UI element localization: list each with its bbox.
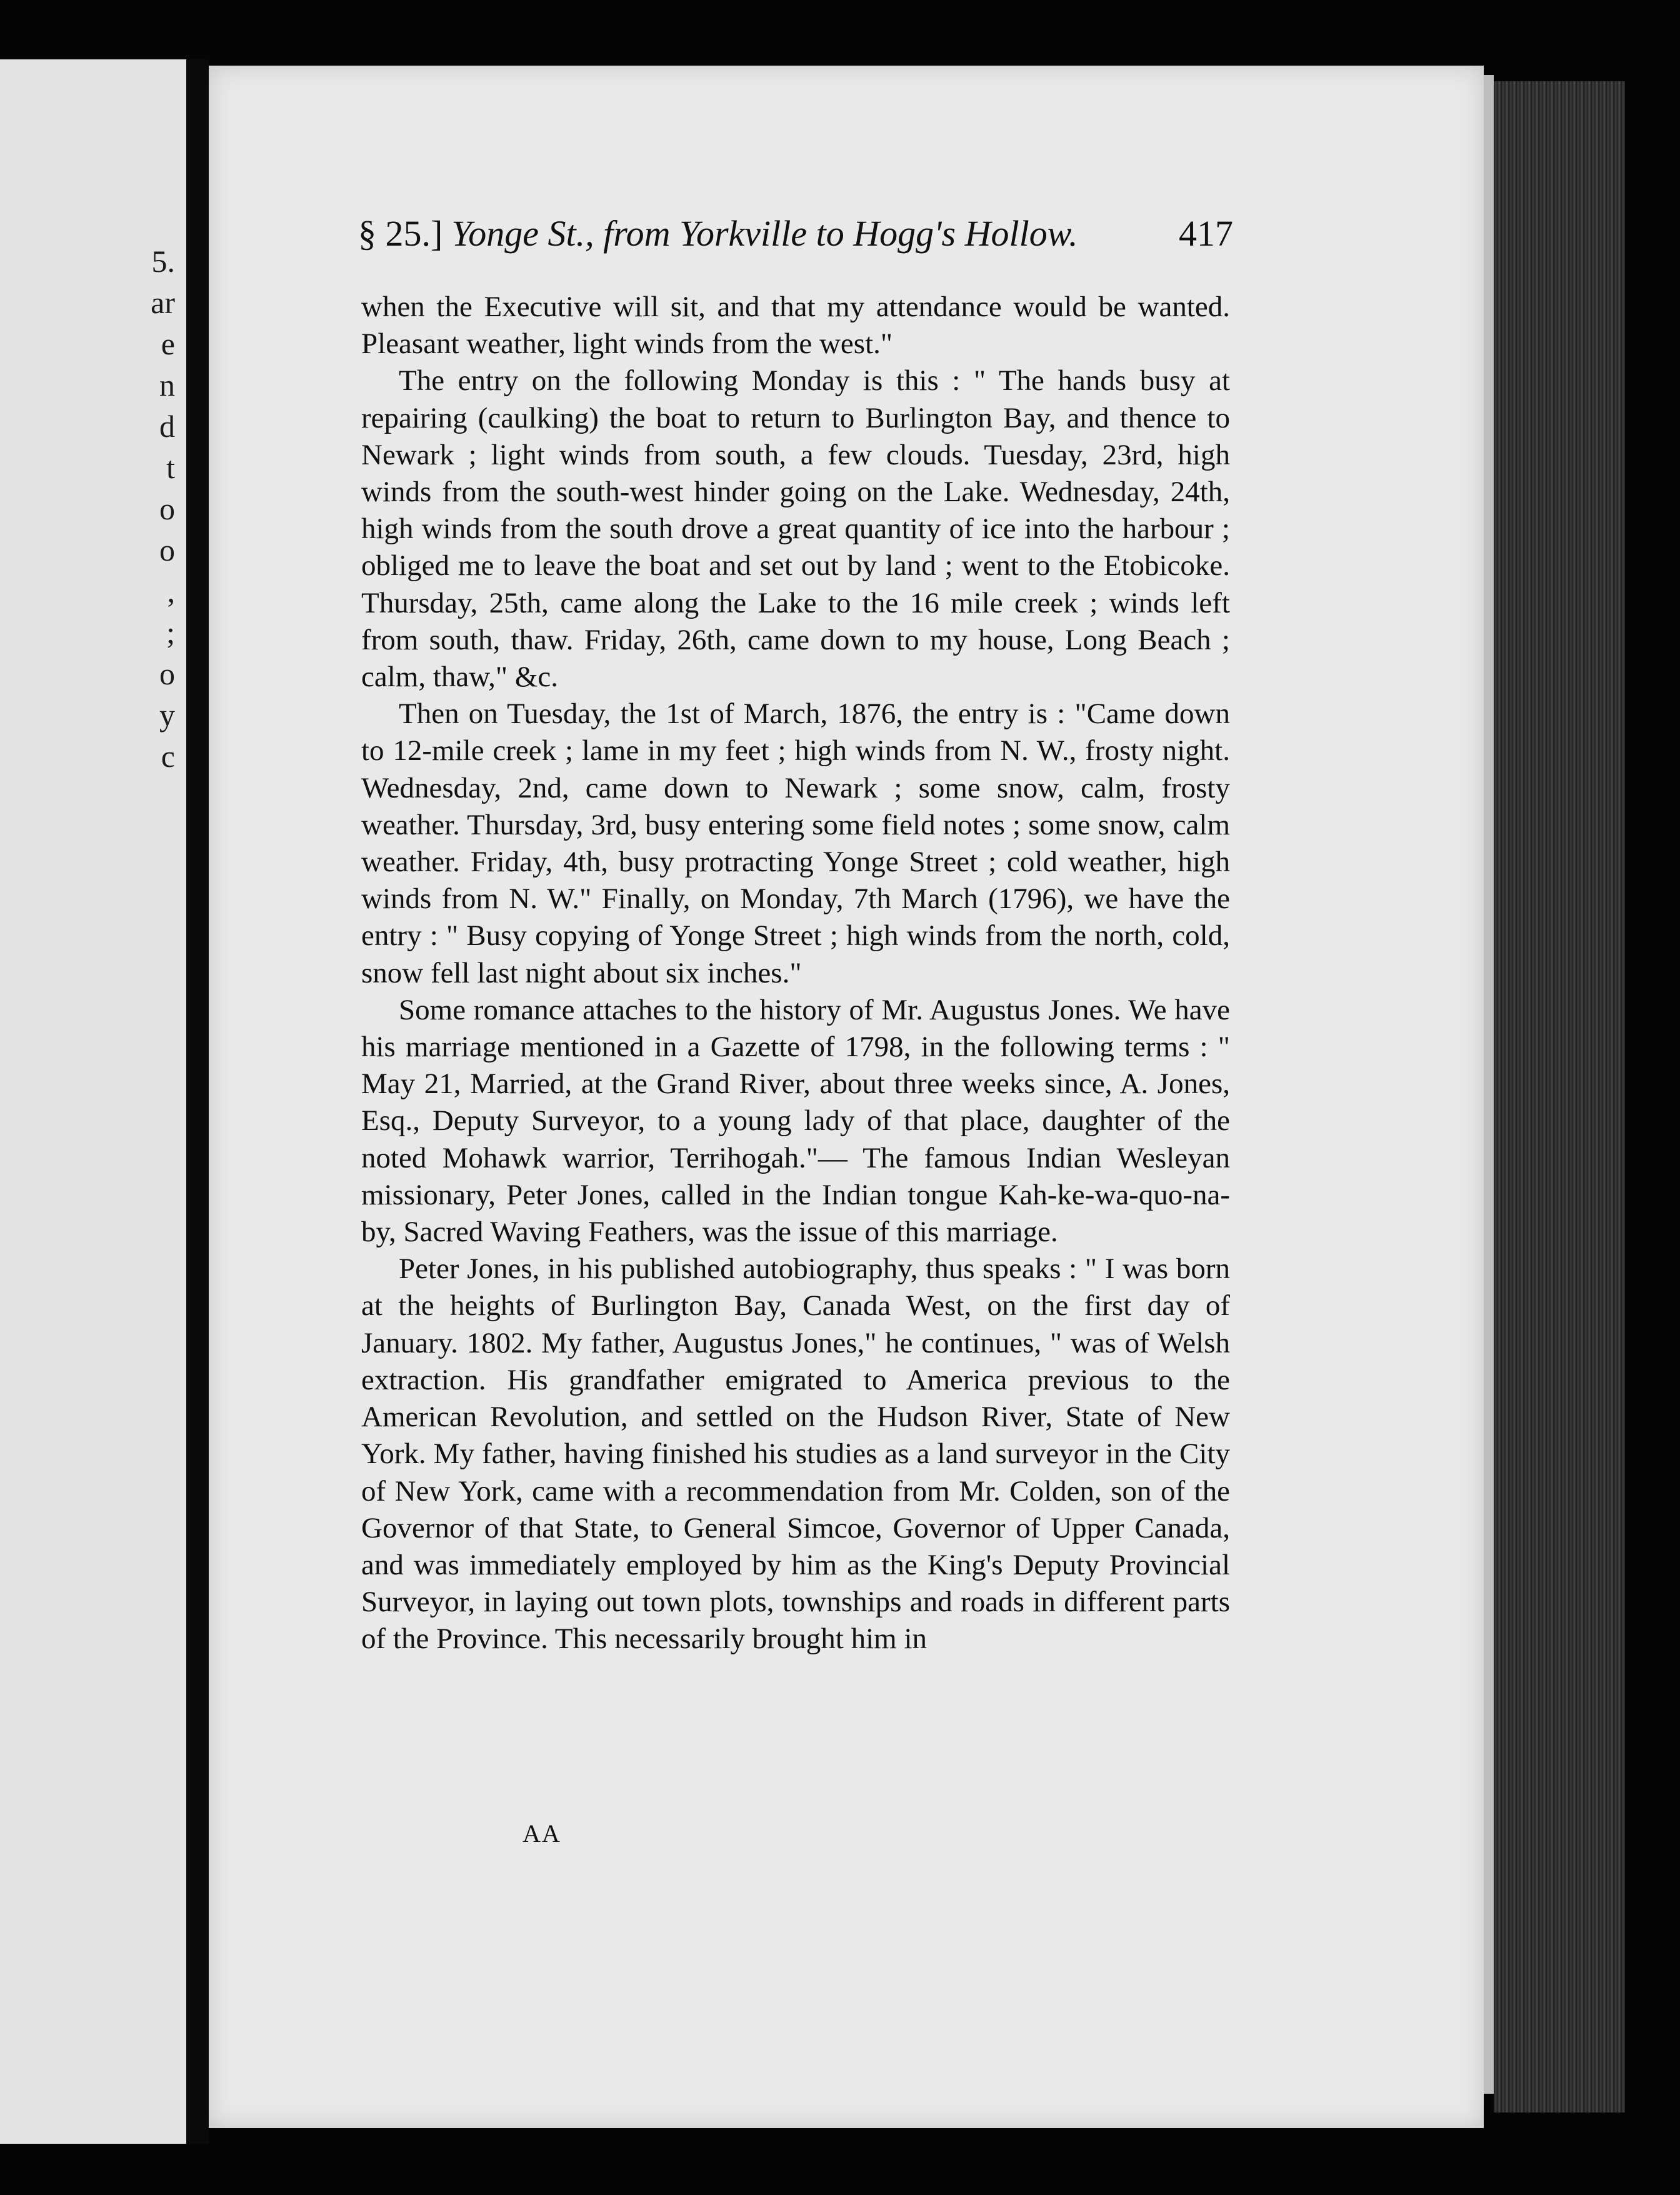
running-head [358,212,1233,269]
margin-char: o [159,491,175,526]
margin-char: c [161,739,175,774]
margin-char: t [166,450,175,485]
margin-char: d [159,409,175,444]
left-page-margin-text [125,241,175,777]
body-text [361,289,1230,1658]
margin-char: e [161,326,175,361]
margin-char: ar [151,285,175,320]
paragraph: Some romance attaches to the history of Mr. Augustus Jones. We have his marriage mentioned in a Gazette of 1798, in the following terms : " May 21, Married, at the Grand River, about three weeks since, A. Jones, Esq., Deputy Surveyor, to a young lady of that place, daughter of the noted Mohawk warrior, Terrihogah."— The famous Indian Wesleyan missionary, Peter Jones, called in the Indian tongue Kah-ke-wa-quo-na-by, Sacred Waving Feathers, was the issue of this marriage. [361,993,1230,1249]
page-number: 417 [1179,213,1233,254]
page-edge [1484,75,1494,2094]
margin-char: o [159,656,175,691]
book-gutter [186,59,209,2144]
margin-char: o [159,532,175,568]
signature-mark: AA [522,1819,561,1848]
margin-char: y [159,698,175,732]
paragraph: Then on Tuesday, the 1st of March, 1876, the entry is : "Came down to 12-mile creek ; lame in my feet ; high winds from N. W., frosty night. Wednesday, 2nd, came down to Newark ; some snow, calm, frosty weather. Thursday, 3rd, busy entering some field notes ; some snow, calm weather. Friday, 4th, busy protracting Yonge Street ; cold weather, high winds from N. W." Finally, on Monday, 7th March (1796), we have the entry : " Busy copying of Yonge Street ; high winds from the north, cold, snow fell last night about six inches." [361,698,1230,989]
left-facing-page [0,59,190,2144]
margin-char: 5. [151,244,175,279]
paragraph: when the Executive will sit, and that my attendance would be wanted. Pleasant weather, light winds from the west." [361,291,1230,361]
section-number: § 25.] [358,213,443,254]
margin-char: , [167,574,175,609]
paragraph: Peter Jones, in his published autobiography, thus speaks : " I was born at the heights of Burlington Bay, Canada West, on the first day of January. 1802. My father, Augustus Jones," he continues, " was of Welsh extraction. His grandfather emigrated to America previous to the American Revolution, and settled on the Hudson River, State of New York. My father, having finished his studies as a land surveyor in the City of New York, came with a recommendation from Mr. Colden, son of the Governor of that State, to General Simcoe, Governor of Upper Canada, and was immediately employed by him as the King's Deputy Provincial Surveyor, in laying out town plots, townships and roads in different parts of the Province. This necessarily brought him in [361,1252,1230,1656]
running-head-title: Yonge St., from Yorkville to Hogg's Hollow. [451,213,1078,254]
page-stack-edge [1494,81,1625,2112]
margin-char: n [159,368,175,402]
margin-char: ; [166,615,175,650]
paragraph: The entry on the following Monday is this : " The hands busy at repairing (caulking) the boat to return to Burlington Bay, and thence to Newark ; light winds from south, a few clouds. Tuesday, 23rd, high winds from the south-west hinder going on the Lake. Wednesday, 24th, high winds from the south drove a great quantity of ice into the harbour ; obliged me to leave the boat and set out by land ; went to the Etobicoke. Thursday, 25th, came along the Lake to the 16 mile creek ; winds left from south, thaw. Friday, 26th, came down to my house, Long Beach ; calm, thaw," &c. [361,364,1230,694]
